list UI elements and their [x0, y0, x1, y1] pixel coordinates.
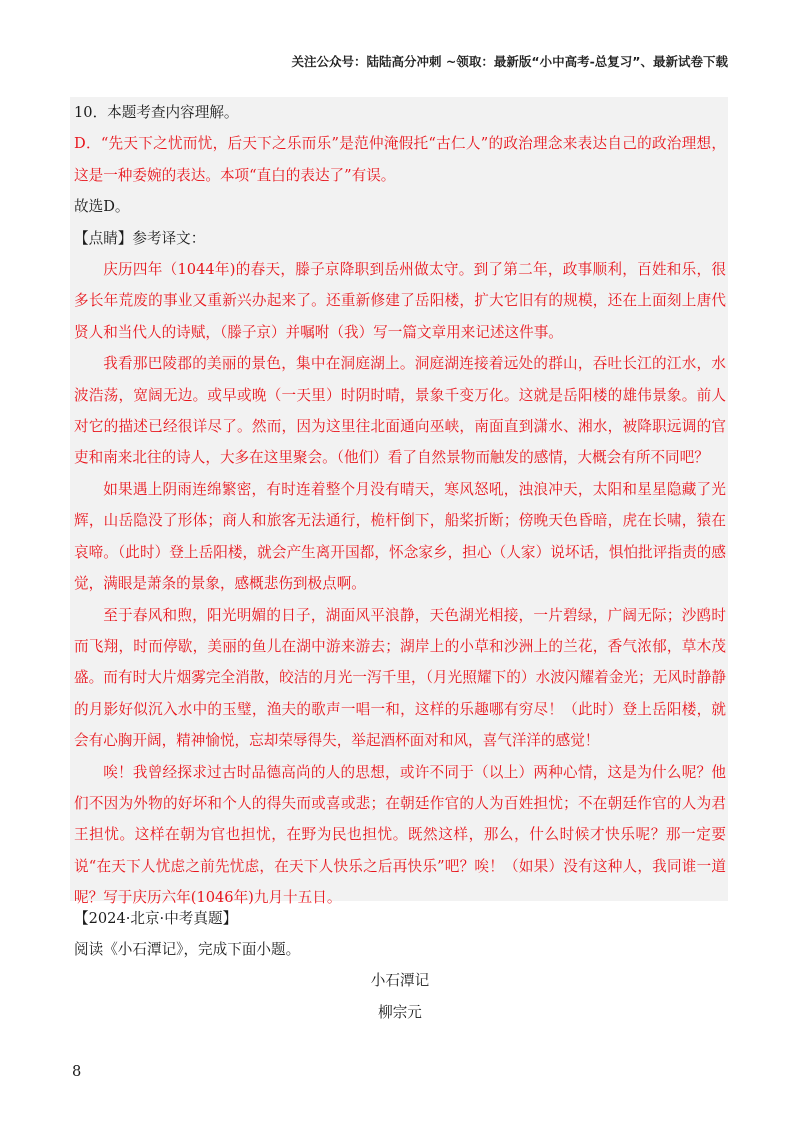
- answer-content: [74, 97, 726, 914]
- reading-instruction: 阅读《小石潭记》，完成下面小题。: [74, 941, 301, 958]
- translation-paragraph-3: 如果遇上阴雨连绵繁密，有时连着整个月没有晴天，寒风怒吼，浊浪冲天，太阳和星星隐藏了光辉，山岳隐没了形体；商人和旅客无法通行，桅杆倒下，船桨折断；傍晚天色昏暗，虎在长啸，猿在哀啼。（此时）登上岳阳楼，就会产生离开国都，怀念家乡，担心（人家）说坏话，惧怕批评指责的感觉，满眼是萧条的景象，感概悲伤到极点啊。: [74, 480, 726, 593]
- note-label: 【点睛】参考译文：: [74, 229, 206, 247]
- poem-title: 小石潭记: [370, 972, 430, 989]
- answer-choice: 故选D。: [74, 198, 130, 216]
- translation-paragraph-2: 我看那巴陵郡的美丽的景色，集中在洞庭湖上。洞庭湖连接着远处的群山，吞吐长江的江水，水波浩荡，宽阔无边。或早或晚（一天里）时阴时晴，景象千变万化。这就是岳阳楼的雄伟景象。前人对它的描述已经很详尽了。然而，因为这里往北面通向巫峡，南面直到潇水、湘水，被降职远调的官吏和南来北往的诗人，大多在这里聚会。（他们）看了自然景物而触发的感情，大概会有所不同吧？: [74, 355, 726, 467]
- translation-paragraph-1: 庆历四年（1044年)的春天，滕子京降职到岳州做太守。到了第二年，政事顺利，百姓和乐，很多长年荒废的事业又重新兴办起来了。还重新修建了岳阳楼，扩大它旧有的规模，还在上面刻上唐代贤人和当代人的诗赋，（滕子京）并嘱咐（我）写一篇文章用来记述这件事。: [74, 261, 726, 341]
- translation-paragraph-4: 至于春风和煦，阳光明媚的日子，湖面风平浪静，天色湖光相接，一片碧绿，广阔无际；沙鸥时而飞翔，时而停歇，美丽的鱼儿在湖中游来游去；湖岸上的小草和沙洲上的兰花，香气浓郁，草木茂盛。而有时大片烟雾完全消散，皎洁的月光一泻千里，（月光照耀下的）水波闪耀着金光；无风时静静的月影好似沉入水中的玉璧，渔夫的歌声一唱一和，这样的乐趣哪有穷尽！（此时）登上岳阳楼，就会有心胸开阔，精神愉悦，忘却荣辱得失，举起酒杯面对和风，喜气洋洋的感觉！: [74, 606, 726, 750]
- question-line: 10．本题考查内容理解。: [74, 104, 239, 121]
- exam-tag: 【2024·北京·中考真题】: [74, 910, 238, 927]
- page-header: 关注公众号：陆陆高分冲刺 ~领取：最新版“小中高考-总复习”、最新试卷下载: [291, 54, 728, 69]
- poem-author: 柳宗元: [378, 1004, 422, 1021]
- translation-paragraph-5: 唉！我曾经探求过古时品德高尚的人的思想，或许不同于（以上）两种心情，这是为什么呢？他们不因为外物的好坏和个人的得失而或喜或悲；在朝廷作官的人为百姓担忧；不在朝廷作官的人为君王担忧。这样在朝为官也担忧，在野为民也担忧。既然这样，那么，什么时候才快乐呢？那一定要说“在天下人忧虑之前先忧虑，在天下人快乐之后再快乐”吧？唉！（如果）没有这种人，我同谁一道呢？写于庆历六年(1046年)九月十五日。: [74, 763, 726, 907]
- page-number: 8: [72, 1063, 82, 1080]
- next-question-intro: [74, 903, 726, 965]
- option-d-analysis: D．“先天下之忧而忧，后天下之乐而乐”是范仲淹假托“古仁人”的政治理念来表达自己的政治理想，这是一种委婉的表达。本项“直白的表达了”有误。: [74, 135, 726, 184]
